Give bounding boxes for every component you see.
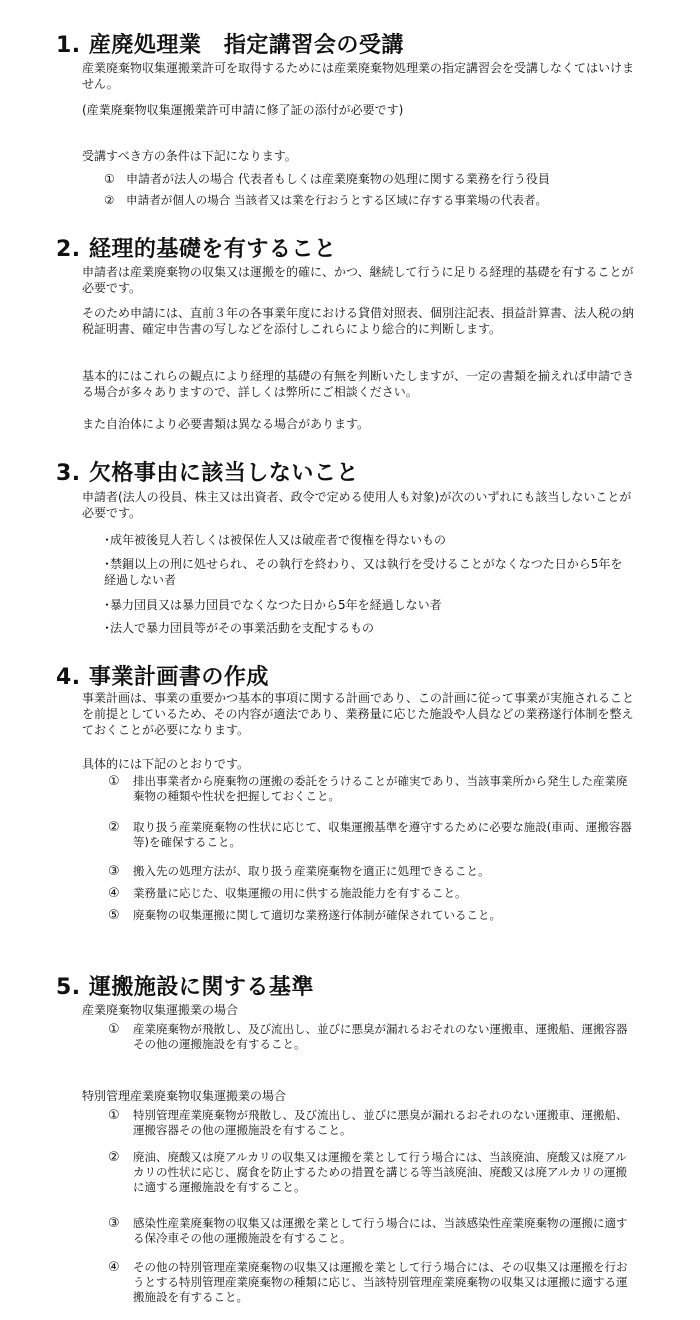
item-number: ④ [108, 1260, 120, 1275]
item-number: ① [108, 1022, 120, 1037]
item-number: ⑤ [108, 908, 120, 923]
section-1-paragraph-1: 産業廃棄物収集運搬業許可を取得するためには産業廃棄物処理業の指定講習会を受講しなくてはいけません。 [82, 61, 635, 91]
section-1-paragraph-3: 受講すべき方の条件は下記になります。 [82, 149, 297, 163]
item-number: ① [108, 1108, 120, 1123]
section-4-paragraph-1: 事業計画は、事業の重要かつ基本的事項に関する計画であり、この計画に従って事業が実施されることを前提としているため、その内容が適法であり、業務量に応じた施設や人員などの業務遂行体制を整えておくことが必要になります。 [82, 691, 635, 737]
section-5-subtitle-2: 特別管理産業廃棄物収集運搬業の場合 [82, 1089, 287, 1103]
item-number: ② [108, 820, 120, 835]
item-text: その他の特別管理産業廃棄物の収集又は運搬を業として行う場合には、その収集又は運搬を行おうとする特別管理産業廃棄物の種類に応じ、当該特別管理産業廃棄物の収集又は運搬に適する運搬施設を有すること。 [133, 1260, 628, 1304]
item-text: 取り扱う産業廃棄物の性状に応じて、収集運搬基準を遵守するために必要な施設(車両、運搬容器等)を確保すること。 [133, 820, 632, 849]
section-5-title: 5. 運搬施設に関する基準 [56, 975, 314, 1000]
item-text: 廃棄物の収集運搬に関して適切な業務遂行体制が確保されていること。 [133, 908, 501, 922]
section-2-paragraph-3: 基本的にはこれらの観点により経理的基礎の有無を判断いたしますが、一定の書類を揃えれば申請できる場合が多々ありますので、詳しくは弊所にご相談ください。 [82, 369, 635, 399]
item-number: ① [108, 774, 120, 789]
item-text: 搬入先の処理方法が、取り扱う産業廃棄物を適正に処理できること。 [133, 864, 490, 878]
item-text: 特別管理産業廃棄物が飛散し、及び流出し、並びに悪臭が漏れるおそれのない運搬車、運搬船、運搬容器その他の運搬施設を有すること。 [133, 1108, 628, 1137]
section-1-item-1 [104, 170, 550, 187]
item-number: ① [104, 172, 115, 186]
section-1-paragraph-2: (産業廃棄物収集運搬業許可申請に修了証の添付が必要です) [82, 103, 404, 117]
item-text: 申請者が個人の場合 当該者又は業を行おうとする区域に存する事業場の代表者。 [126, 193, 548, 207]
section-1-item-2 [104, 192, 547, 208]
item-text: 申請者が法人の場合 代表者もしくは産業廃棄物の処理に関する業務を行う役員 [126, 172, 550, 186]
section-2-paragraph-2: そのため申請には、直前３年の各事業年度における貸借対照表、個別注記表、損益計算書、法人税の納税証明書、確定申告書の写しなどを添付しこれらにより総合的に判断します。 [82, 306, 635, 336]
section-5-subtitle-1: 産業廃棄物収集運搬業の場合 [82, 1003, 239, 1017]
item-number: ② [108, 1150, 120, 1165]
item-text: 業務量に応じた、収集運搬の用に供する施設能力を有すること。 [133, 886, 467, 900]
section-1-title: 1. 産廃処理業 指定講習会の受講 [56, 33, 404, 58]
item-text: 産業廃棄物が飛散し、及び流出し、並びに悪臭が漏れるおそれのない運搬車、運搬船、運搬容器その他の運搬施設を有すること。 [133, 1022, 628, 1051]
section-3-paragraph-1: 申請者(法人の役員、株主又は出資者、政令で定める使用人も対象)が次のいずれにも該当しないことが必要です。 [82, 490, 632, 520]
section-4-title: 4. 事業計画書の作成 [56, 665, 269, 690]
section-3-item-2: ･禁錮以上の刑に処せられ、その執行を終わり、又は執行を受けることがなくなつた日から5年を経過しない者 [104, 557, 623, 587]
item-text: 廃油、廃酸又は廃アルカリの収集又は運搬を業として行う場合には、当該廃油、廃酸又は廃アルカリの性状に応じ、腐食を防止するための措置を講じる等当該廃油、廃酸又は廃アルカリの運搬に適する運搬施設を有すること。 [133, 1150, 628, 1194]
item-text: 排出事業者から廃棄物の運搬の委託をうけることが確実であり、当該事業所から発生した産業廃棄物の種類や性状を把握しておくこと。 [133, 774, 628, 803]
section-2-paragraph-1: 申請者は産業廃棄物の収集又は運搬を的確に、かつ、継続して行うに足りる経理的基礎を有することが必要です。 [82, 265, 634, 295]
item-number: ③ [108, 864, 120, 879]
item-text: 感染性産業廃棄物の収集又は運搬を業として行う場合には、当該感染性産業廃棄物の運搬に適する保冷車その他の運搬施設を有すること。 [133, 1216, 628, 1245]
section-3-item-1: ･成年被後見人若しくは被保佐人又は破産者で復権を得ないもの [104, 533, 447, 547]
item-number: ④ [108, 886, 120, 901]
section-2-title: 2. 経理的基礎を有すること [56, 237, 337, 262]
section-3-item-3: ･暴力団員又は暴力団員でなくなつた日から5年を経過しない者 [104, 598, 442, 612]
section-3-item-4: ･法人で暴力団員等がその事業活動を支配するもの [104, 621, 375, 635]
section-4-paragraph-2: 具体的には下記のとおりです。 [82, 757, 250, 771]
item-number: ② [104, 193, 115, 207]
item-number: ③ [108, 1216, 120, 1231]
section-3-title: 3. 欠格事由に該当しないこと [56, 461, 359, 486]
section-2-paragraph-4: また自治体により必要書類は異なる場合があります。 [82, 417, 370, 431]
